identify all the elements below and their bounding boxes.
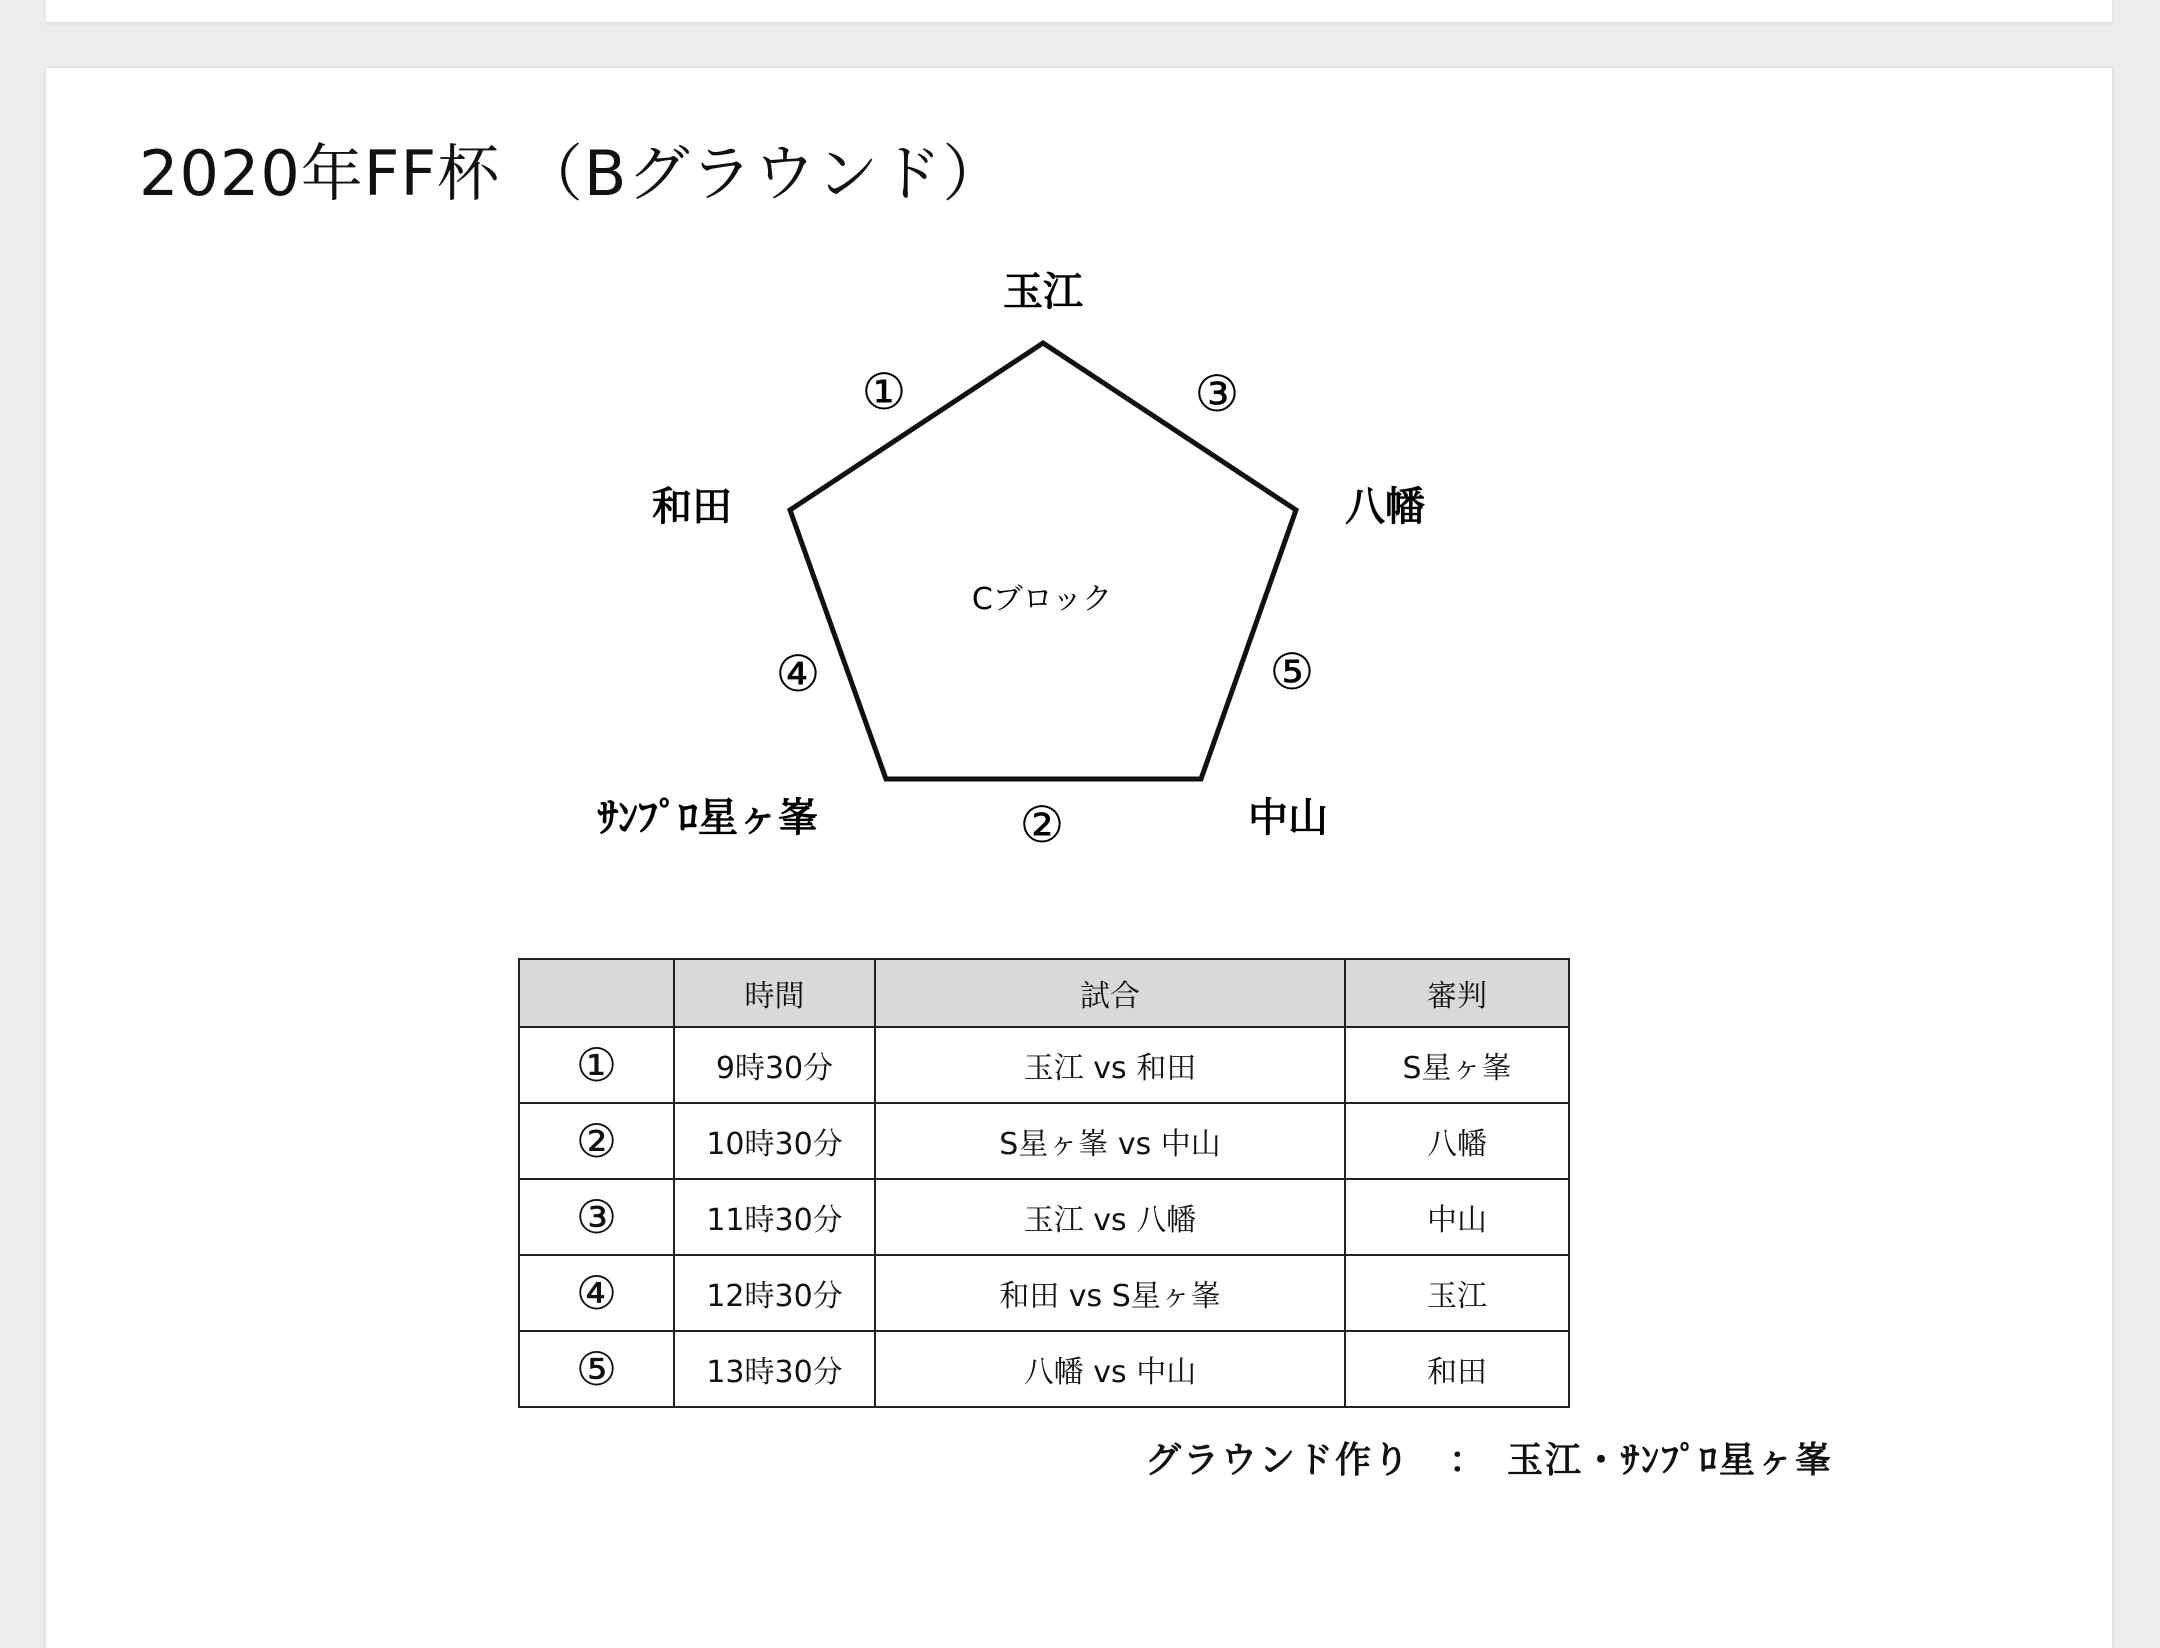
header-time: 時間	[674, 959, 875, 1027]
team-label-lower-left: ｻﾝﾌﾟﾛ星ヶ峯	[598, 795, 818, 841]
document-title: 2020年FF杯 （Bグラウンド）	[139, 137, 1006, 210]
block-label: Cブロック	[971, 582, 1113, 617]
match-number-4: ④	[775, 645, 821, 703]
cell-number: ⑤	[519, 1331, 674, 1407]
cell-match: 玉江 vs 和田	[875, 1027, 1345, 1103]
cell-referee: S星ヶ峯	[1345, 1027, 1569, 1103]
cell-match: 和田 vs S星ヶ峯	[875, 1255, 1345, 1331]
header-referee: 審判	[1345, 959, 1569, 1027]
cell-referee: 和田	[1345, 1331, 1569, 1407]
cell-number: ①	[519, 1027, 674, 1103]
cell-match: 八幡 vs 中山	[875, 1331, 1345, 1407]
cell-number: ②	[519, 1103, 674, 1179]
cell-number: ③	[519, 1179, 674, 1255]
header-match: 試合	[875, 959, 1345, 1027]
cell-referee: 中山	[1345, 1179, 1569, 1255]
team-label-upper-right: 八幡	[1345, 484, 1425, 530]
cell-time: 11時30分	[674, 1179, 875, 1255]
team-label-lower-right: 中山	[1248, 795, 1328, 841]
cell-match: S星ヶ峯 vs 中山	[875, 1103, 1345, 1179]
table-row	[519, 1103, 1569, 1179]
match-number-5: ⑤	[1269, 643, 1315, 701]
cell-number: ④	[519, 1255, 674, 1331]
team-label-upper-left: 和田	[652, 484, 732, 530]
header-number	[519, 959, 674, 1027]
ground-preparation-note: グラウンド作り ： 玉江・ｻﾝﾌﾟﾛ星ヶ峯	[1145, 1440, 1834, 1481]
cell-time: 13時30分	[674, 1331, 875, 1407]
cell-time: 12時30分	[674, 1255, 875, 1331]
match-number-2: ②	[1019, 796, 1065, 854]
match-schedule-table	[518, 958, 1570, 1408]
table-row	[519, 1179, 1569, 1255]
cell-time: 10時30分	[674, 1103, 875, 1179]
cell-match: 玉江 vs 八幡	[875, 1179, 1345, 1255]
cell-referee: 八幡	[1345, 1103, 1569, 1179]
cell-time: 9時30分	[674, 1027, 875, 1103]
cell-referee: 玉江	[1345, 1255, 1569, 1331]
table-row	[519, 1027, 1569, 1103]
team-label-top: 玉江	[1003, 269, 1083, 315]
table-header-row	[519, 959, 1569, 1027]
match-number-1: ①	[861, 363, 907, 421]
table-row	[519, 1255, 1569, 1331]
table-row	[519, 1331, 1569, 1407]
match-number-3: ③	[1194, 365, 1240, 423]
